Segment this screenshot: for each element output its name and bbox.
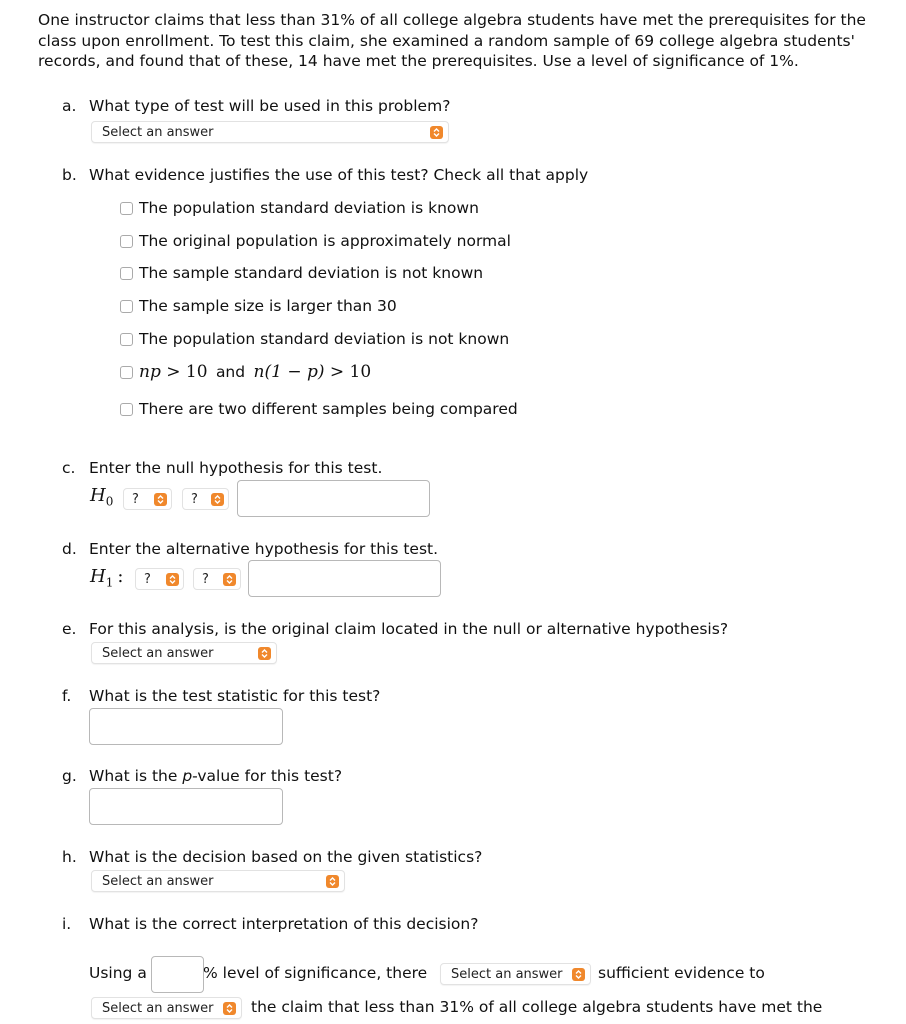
math-gt10-b: > 10 — [324, 362, 372, 382]
math-gt10: > 10 — [160, 362, 213, 382]
alt-value-input[interactable] — [248, 560, 441, 597]
question-text: What is the test statistic for this test? — [89, 687, 381, 705]
null-hypothesis-label: $H_0$ — [90, 485, 114, 509]
interpretation-claim: the claim that less than 31% of all college algebra students have met the — [251, 998, 823, 1016]
decision-select[interactable] — [91, 870, 345, 892]
checkbox[interactable] — [120, 333, 133, 346]
interpretation-sufficient: sufficient evidence to — [598, 964, 765, 982]
question-b — [62, 166, 588, 184]
evidence-option[interactable] — [120, 330, 509, 348]
test-type-select[interactable] — [91, 121, 449, 143]
option-label: The population standard deviation is known — [139, 199, 479, 217]
question-letter: b. — [62, 166, 77, 184]
interpretation-using: Using a — [89, 964, 147, 982]
alt-operator-select[interactable]: ? — [193, 568, 241, 590]
chevron-updown-icon — [223, 573, 236, 586]
question-f — [62, 687, 380, 705]
question-letter: c. — [62, 459, 76, 477]
question-letter: a. — [62, 97, 77, 115]
checkbox[interactable] — [120, 235, 133, 248]
evidence-option[interactable] — [120, 297, 397, 315]
option-label: The sample size is larger than 30 — [139, 297, 397, 315]
evidence-option[interactable] — [120, 400, 518, 418]
p-value-input[interactable] — [89, 788, 283, 825]
claim-location-select[interactable] — [91, 642, 277, 664]
null-parameter-select[interactable]: ? — [123, 488, 172, 510]
question-text: What type of test will be used in this problem? — [89, 97, 451, 115]
question-d — [62, 540, 438, 558]
question-text: Enter the null hypothesis for this test. — [89, 459, 383, 477]
select-placeholder: Select an answer — [451, 966, 563, 982]
question-letter: h. — [62, 848, 77, 866]
evidence-option[interactable] — [120, 264, 483, 282]
question-i — [62, 915, 478, 933]
evidence-option[interactable] — [120, 232, 511, 250]
checkbox[interactable] — [120, 403, 133, 416]
checkbox[interactable] — [120, 300, 133, 313]
question-g — [62, 767, 342, 785]
null-operator-select[interactable]: ? — [182, 488, 229, 510]
evidence-option[interactable] — [120, 199, 479, 217]
chevron-updown-icon — [572, 968, 585, 981]
chevron-updown-icon — [258, 647, 271, 660]
select-placeholder: Select an answer — [102, 1000, 214, 1016]
evidence-select[interactable] — [440, 963, 591, 985]
checkbox[interactable] — [120, 202, 133, 215]
option-label: There are two different samples being compared — [139, 400, 518, 418]
question-text: What evidence justifies the use of this test? Check all that apply — [89, 166, 589, 184]
chevron-updown-icon — [326, 875, 339, 888]
math-np: np — [139, 362, 161, 382]
alt-hypothesis-label: $H_1$ : — [90, 566, 124, 590]
question-text-p: p — [182, 767, 193, 785]
question-letter: g. — [62, 767, 77, 785]
question-text: What is the decision based on the given statistics? — [89, 848, 483, 866]
chevron-updown-icon — [154, 493, 167, 506]
problem-statement: One instructor claims that less than 31% of all college algebra students have met the prerequisites for the class upon enrollment. To test this claim, she examined a random sample of 69 college algebra students' records, and found that of these, 14 have met the prerequisites. Use a level of significance of 1%. — [38, 11, 866, 70]
question-h — [62, 848, 482, 866]
question-text-a: What is the — [89, 767, 183, 785]
question-text: For this analysis, is the original claim located in the null or alternative hypothesis? — [89, 620, 729, 638]
interpretation-level: % level of significance, there — [203, 964, 428, 982]
math-n-1-p: n(1 − p) — [248, 362, 325, 382]
option-label: The original population is approximately normal — [139, 232, 511, 250]
checkbox[interactable] — [120, 267, 133, 280]
checkbox[interactable] — [120, 366, 133, 379]
option-label: The population standard deviation is not known — [139, 330, 510, 348]
evidence-option[interactable] — [120, 362, 371, 382]
question-letter: e. — [62, 620, 77, 638]
select-placeholder: Select an answer — [102, 873, 214, 889]
question-letter: d. — [62, 540, 77, 558]
select-placeholder: Select an answer — [102, 124, 214, 140]
question-a — [62, 97, 450, 115]
select-placeholder: Select an answer — [102, 645, 214, 661]
null-value-input[interactable] — [237, 480, 430, 517]
significance-input[interactable] — [151, 956, 204, 993]
chevron-updown-icon — [211, 493, 224, 506]
question-text: Enter the alternative hypothesis for this test. — [89, 540, 439, 558]
chevron-updown-icon — [223, 1002, 236, 1015]
question-c — [62, 459, 382, 477]
alt-parameter-select[interactable]: ? — [135, 568, 184, 590]
question-letter: i. — [62, 915, 72, 933]
question-letter: f. — [62, 687, 72, 705]
test-statistic-input[interactable] — [89, 708, 283, 745]
math-and: and — [215, 363, 246, 381]
chevron-updown-icon — [430, 126, 443, 139]
chevron-updown-icon — [166, 573, 179, 586]
question-text-b: -value for this test? — [192, 767, 343, 785]
support-reject-select[interactable] — [91, 997, 242, 1019]
question-text: What is the correct interpretation of this decision? — [89, 915, 479, 933]
option-label: The sample standard deviation is not known — [139, 264, 484, 282]
question-e — [62, 620, 728, 638]
